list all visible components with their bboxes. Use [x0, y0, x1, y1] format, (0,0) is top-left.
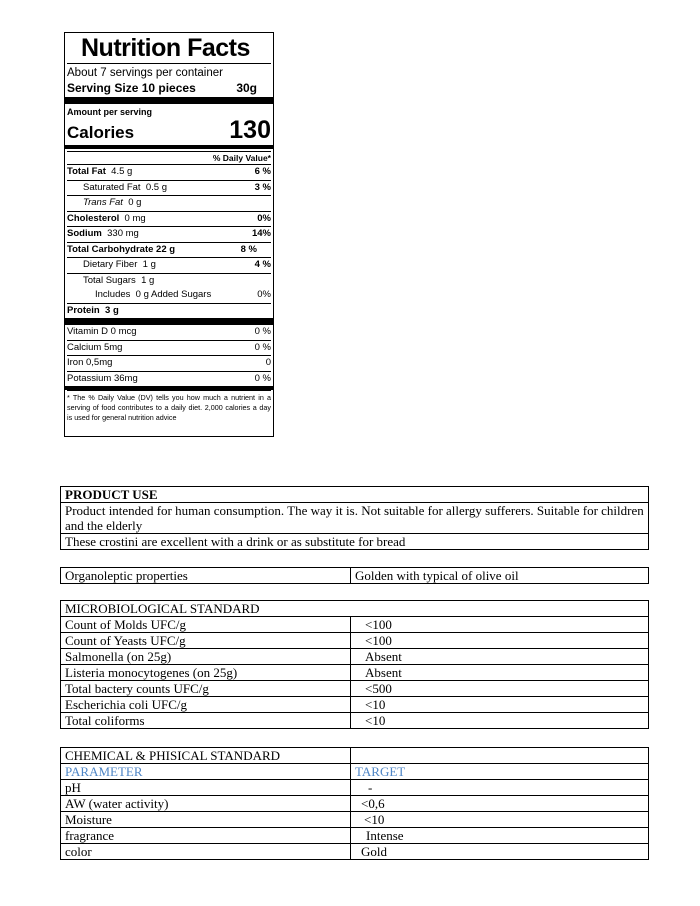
serving-size-label: Serving Size 10 pieces: [67, 81, 196, 95]
vitamin-row: [67, 325, 271, 340]
organoleptic-table: [60, 567, 649, 584]
calories-label: Calories: [67, 123, 135, 142]
table-row: [61, 649, 649, 665]
nutrient-row-total-carbohydrate: [67, 242, 271, 258]
nutrient-dv: 6 %: [254, 166, 271, 177]
nutrition-facts-label: [64, 32, 274, 437]
table-row: [61, 697, 649, 713]
value-cell: <10: [351, 812, 649, 828]
nutrient-row-added-sugars: [67, 288, 271, 303]
table-row: [61, 748, 649, 764]
product-use-table: [60, 486, 649, 550]
nutrient-amount: 1 g: [142, 259, 156, 270]
vitamin-dv: 0: [265, 357, 271, 368]
param-cell: pH: [61, 780, 351, 796]
servings-per-container: About 7 servings per container: [67, 63, 271, 80]
calories-row: [67, 118, 271, 142]
microbiological-header: MICROBIOLOGICAL STANDARD: [61, 601, 649, 617]
table-row: [61, 796, 649, 812]
column-header-target: TARGET: [351, 764, 649, 780]
nutrient-name: Total Carbohydrate: [67, 243, 154, 255]
table-row: [61, 764, 649, 780]
product-use-serving-text: These crostini are excellent with a drink or as substitute for bread: [61, 534, 649, 550]
value-cell: <100: [351, 617, 649, 633]
serving-size-value: 30g: [236, 81, 257, 95]
nutrient-row-protein: [67, 303, 271, 319]
nutrient-amount: 1 g: [141, 274, 155, 286]
vitamin-row: [67, 340, 271, 356]
vitamin-name: Vitamin D 0 mcg: [67, 326, 137, 337]
nutrition-title: Nutrition Facts: [81, 34, 250, 62]
thick-divider: [65, 318, 273, 325]
param-cell: fragrance: [61, 828, 351, 844]
nutrient-name: Protein: [67, 304, 100, 316]
vitamin-row: [67, 371, 271, 387]
nutrient-row-total-fat: [67, 164, 271, 180]
param-cell: AW (water activity): [61, 796, 351, 812]
nutrient-row-trans-fat: [67, 195, 271, 211]
vitamin-dv: 0 %: [254, 326, 271, 337]
nutrient-row-dietary-fiber: [67, 257, 271, 273]
param-cell: color: [61, 844, 351, 860]
nutrient-dv: 4 %: [254, 259, 271, 270]
daily-value-header: % Daily Value*: [67, 151, 271, 164]
value-cell: Gold: [351, 844, 649, 860]
nutrient-amount: 0.5 g: [145, 181, 167, 193]
value-cell: <500: [351, 681, 649, 697]
param-cell: Escherichia coli UFC/g: [61, 697, 351, 713]
table-row: [61, 503, 649, 534]
table-row: [61, 665, 649, 681]
nutrient-dv: 3 %: [254, 181, 271, 193]
vitamin-name: Potassium 36mg: [67, 372, 138, 384]
table-row: [61, 812, 649, 828]
column-header-parameter: PARAMETER: [61, 764, 351, 780]
calories-value: 130: [229, 116, 271, 144]
nutrient-dv: 14%: [251, 228, 271, 239]
nutrient-name: Trans Fat: [83, 197, 123, 208]
nutrient-amount: 0 mg: [124, 212, 146, 224]
nutrient-name: Saturated Fat: [83, 181, 141, 193]
nutrient-name: Includes: [95, 289, 131, 300]
vitamin-name: Iron 0,5mg: [67, 357, 113, 368]
value-cell: Intense: [351, 828, 649, 844]
value-cell: <0,6: [351, 796, 649, 812]
value-cell: Absent: [351, 649, 649, 665]
nutrient-amount: 0 g: [128, 197, 142, 208]
table-row: [61, 844, 649, 860]
vitamin-name: Calcium 5mg: [67, 341, 123, 353]
microbiological-table: [60, 600, 649, 729]
thick-divider: [65, 97, 273, 104]
nutrient-amount: 22 g: [156, 243, 176, 255]
param-cell: Listeria monocytogenes (on 25g): [61, 665, 351, 681]
nutrient-name: Total Sugars: [83, 274, 136, 286]
value-cell: <10: [351, 713, 649, 729]
vitamin-dv: 0 %: [254, 341, 271, 353]
nutrient-amount: 4.5 g: [111, 166, 133, 177]
value-cell: <10: [351, 697, 649, 713]
table-row: [61, 780, 649, 796]
param-cell: Total coliforms: [61, 713, 351, 729]
nutrient-name: Total Fat: [67, 166, 106, 177]
empty-cell: [351, 748, 649, 764]
nutrient-amount: 3 g: [105, 304, 119, 316]
serving-size: [67, 80, 271, 96]
nutrient-dv: 8 %: [240, 243, 257, 255]
amount-per-serving: Amount per serving: [67, 107, 153, 117]
table-row: [61, 534, 649, 550]
value-cell: -: [351, 780, 649, 796]
nutrient-row-total-sugars: [67, 273, 271, 289]
vitamin-dv: 0 %: [254, 372, 271, 384]
nutrient-row-cholesterol: [67, 211, 271, 227]
nutrient-name: Cholesterol: [67, 212, 120, 224]
organoleptic-value: Golden with typical of olive oil: [351, 568, 649, 584]
nutrient-amount: 0 g Added Sugars: [135, 289, 212, 300]
param-cell: Count of Molds UFC/g: [61, 617, 351, 633]
nutrient-dv: 0%: [257, 212, 271, 224]
nutrient-row-saturated-fat: [67, 180, 271, 196]
param-cell: Moisture: [61, 812, 351, 828]
organoleptic-label: Organoleptic properties: [61, 568, 351, 584]
table-row: [61, 617, 649, 633]
table-row: [61, 568, 649, 584]
nutrient-row-sodium: [67, 226, 271, 242]
table-row: [61, 487, 649, 503]
param-cell: Total bactery counts UFC/g: [61, 681, 351, 697]
nutrient-dv: 0%: [257, 289, 271, 300]
medium-divider: [65, 145, 273, 149]
table-row: [61, 681, 649, 697]
product-use-header: PRODUCT USE: [61, 487, 649, 503]
param-cell: Count of Yeasts UFC/g: [61, 633, 351, 649]
nutrient-name: Dietary Fiber: [83, 259, 138, 270]
table-row: [61, 633, 649, 649]
product-use-text: Product intended for human consumption. The way it is. Not suitable for allergy sufferers. Suitable for children and the elderly: [61, 503, 649, 534]
chemical-physical-table: [60, 747, 649, 860]
nutrient-amount: 330 mg: [107, 228, 139, 239]
value-cell: <100: [351, 633, 649, 649]
daily-value-footnote: * The % Daily Value (DV) tells you how much a nutrient in a serving of food contributes to a daily diet. 2,000 calories a day is used for general nutrition advice: [67, 390, 271, 423]
chemical-header: CHEMICAL & PHISICAL STANDARD: [61, 748, 351, 764]
param-cell: Salmonella (on 25g): [61, 649, 351, 665]
vitamin-row: [67, 355, 271, 371]
nutrient-name: Sodium: [67, 228, 102, 239]
table-row: [61, 713, 649, 729]
value-cell: Absent: [351, 665, 649, 681]
table-row: [61, 601, 649, 617]
table-row: [61, 828, 649, 844]
